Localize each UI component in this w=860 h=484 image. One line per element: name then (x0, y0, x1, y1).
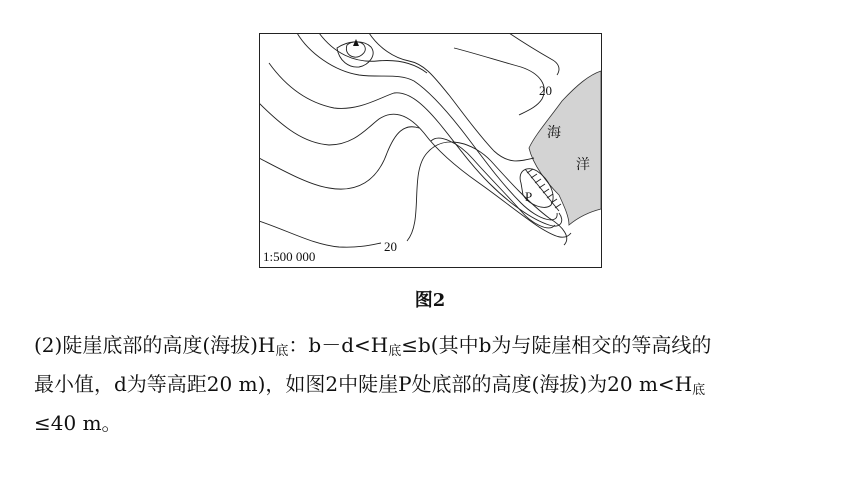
contour-line (259, 127, 419, 189)
contour-lines (259, 33, 571, 247)
scale-label: 1:500 000 (263, 249, 316, 264)
sea-label-char-2: 洋 (576, 158, 590, 173)
paragraph-line-3 (34, 404, 834, 443)
triangle-peak-icon (353, 39, 359, 46)
explanation-paragraph (34, 326, 834, 443)
contour-map-figure (259, 33, 602, 268)
line1-text-c: ≤b(其中b为与陡崖相交的等高线的 (401, 333, 712, 357)
figure-caption: 图2 (414, 290, 446, 311)
contour-label-top: 20 (539, 83, 552, 98)
paragraph-line-1 (34, 326, 834, 365)
line1-subscript-a: 底 (275, 344, 289, 359)
line3-text-a: ≤40 m。 (34, 411, 122, 435)
line2-subscript-a: 底 (692, 383, 706, 398)
line2-text-a: 最小值，d为等高距20 m)，如图2中陡崖P处底部的高度(海拔)为20 m<H (34, 372, 693, 396)
contour-line (259, 221, 381, 247)
line1-text-a: (2)陡崖底部的高度(海拔)H (34, 333, 276, 357)
contour-line (297, 33, 557, 220)
contour-line (269, 63, 562, 226)
sea-label-char-1: 海 (547, 126, 561, 141)
line1-subscript-b: 底 (388, 344, 402, 359)
contour-label-bottom: 20 (384, 239, 397, 254)
point-p-label: P (525, 189, 533, 204)
contour-line (509, 33, 559, 75)
paragraph-line-2 (34, 365, 834, 404)
line1-text-b: ：b－d<H (288, 333, 389, 357)
contour-line (454, 48, 544, 115)
